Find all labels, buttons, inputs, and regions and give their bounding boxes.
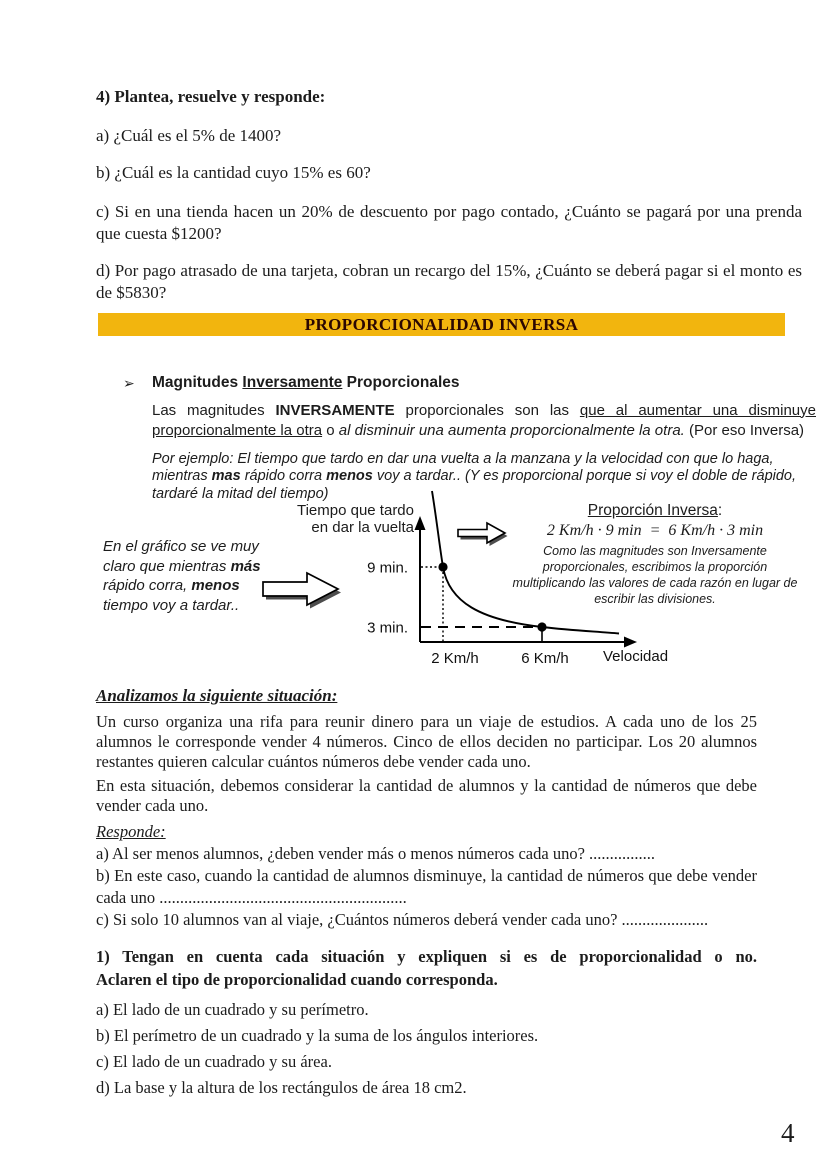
- y-tick-3min: 3 min.: [367, 619, 408, 637]
- situation-question-b-line2: cada uno ............................................................: [96, 888, 407, 907]
- exercise1-item-b: b) El perímetro de un cuadrado y la suma de los ángulos interiores.: [96, 1026, 539, 1045]
- section-exercise-1: [96, 946, 757, 1101]
- arrow-bullet-icon: ➢: [123, 375, 135, 391]
- responde-label: Responde:: [96, 822, 166, 841]
- exercise1-item-d: d) La base y la altura de los rectángulos de área 18 cm2.: [96, 1078, 467, 1097]
- y-axis-label-line1: Tiempo que tardo: [296, 502, 414, 519]
- magnitudes-example: Por ejemplo: El tiempo que tardo en dar una vuelta a la manzana y la velocidad con que lo haga, mientras mas rápido corra menos voy a tardar.. (Y es proporcional porque si voy el doble de rápido, tardaré la mitad del tiempo): [152, 450, 797, 502]
- situation-paragraph-1: Un curso organiza una rifa para reunir dinero para un viaje de estudios. A cada uno de los 25 alumnos le corresponde vender 4 números. Cinco de ellos deciden no participar. Los 20 alumnos restantes quieren calcular cuántos números debe vender cada uno.: [96, 712, 757, 771]
- section4-item-b: b) ¿Cuál es la cantidad cuyo 15% es 60?: [96, 163, 371, 182]
- situation-heading: Analizamos la siguiente situación:: [96, 686, 338, 705]
- proportion-title-colon: :: [717, 502, 723, 519]
- section-situation: [96, 686, 757, 931]
- block-arrow-small-icon: [458, 523, 508, 546]
- section-percentages: [96, 86, 802, 305]
- section-magnitudes: [123, 373, 816, 503]
- y-tick-9min: 9 min.: [367, 559, 408, 577]
- x-axis-label: Velocidad: [603, 648, 669, 665]
- exercise1-items: [96, 997, 757, 1101]
- magnitudes-heading-row: [123, 373, 799, 394]
- exercise1-heading-line2: Aclaren el tipo de proporcionalidad cuando corresponda.: [96, 969, 498, 989]
- data-point-6kmh-3min: [537, 622, 546, 631]
- banner-title: PROPORCIONALIDAD INVERSA: [304, 315, 579, 334]
- situation-question-a: a) Al ser menos alumnos, ¿deben vender más o menos números cada uno? ................: [96, 844, 656, 863]
- magnitudes-heading: Magnitudes Inversamente Proporcionales: [152, 374, 460, 391]
- section4-heading: 4) Plantea, resuelve y responde:: [96, 87, 326, 106]
- proportion-equation: 2 Km/h · 9 min = 6 Km/h · 3 min: [546, 522, 764, 539]
- section4-item-c: c) Si en una tienda hacen un 20% de descuento por pago contado, ¿Cuánto se pagará por una prenda que cuesta $1200?: [96, 201, 802, 243]
- x-tick-6kmh: 6 Km/h: [521, 650, 569, 667]
- proportion-title: [505, 502, 805, 520]
- exercise1-heading-line1: 1) Tengan en cuenta cada situación y expliquen si es de proporcionalidad o no.: [96, 947, 757, 966]
- graph-side-note: En el gráfico se ve muy claro que mientras más rápido corra, menos tiempo voy a tardar..: [103, 538, 261, 614]
- block-arrow-left-icon: [263, 573, 341, 609]
- exercise1-item-c: c) El lado de un cuadrado y su área.: [96, 1052, 332, 1071]
- proportion-column: [505, 502, 805, 607]
- proportion-title-text: Proporción Inversa: [587, 502, 718, 519]
- data-point-2kmh-9min: [438, 562, 447, 571]
- situation-paragraph-2: En esta situación, debemos considerar la cantidad de alumnos y la cantidad de números que debe vender cada uno.: [96, 776, 757, 815]
- proportion-explanation: Como las magnitudes son Inversamente proporcionales, escribimos la proporción multiplicando las valores de cada razón en lugar de escribir las divisiones.: [512, 544, 798, 606]
- situation-question-b-line1: b) En este caso, cuando la cantidad de alumnos disminuye, la cantidad de números que debe vender: [96, 866, 757, 885]
- exercise1-heading: [96, 946, 757, 991]
- situation-question-c: c) Si solo 10 alumnos van al viaje, ¿Cuántos números deberá vender cada uno? .....................: [96, 910, 709, 929]
- x-tick-2kmh: 2 Km/h: [431, 650, 479, 667]
- title-banner: [98, 313, 785, 336]
- page-number: 4: [781, 1118, 795, 1148]
- exercise1-item-a: a) El lado de un cuadrado y su perímetro.: [96, 1000, 369, 1019]
- section4-item-d: d) Por pago atrasado de una tarjeta, cobran un recargo del 15%, ¿Cuánto se deberá pagar si el monto es de $5830?: [96, 260, 802, 302]
- section4-item-a: a) ¿Cuál es el 5% de 1400?: [96, 125, 282, 145]
- magnitudes-definition: Las magnitudes INVERSAMENTE proporcionales son las que al aumentar una disminuye proporcionalmente la otra o al disminuir una aumenta proporcionalmente la otra. (Por eso Inversa): [152, 401, 816, 439]
- y-axis-label-line2: en dar la vuelta: [311, 518, 414, 536]
